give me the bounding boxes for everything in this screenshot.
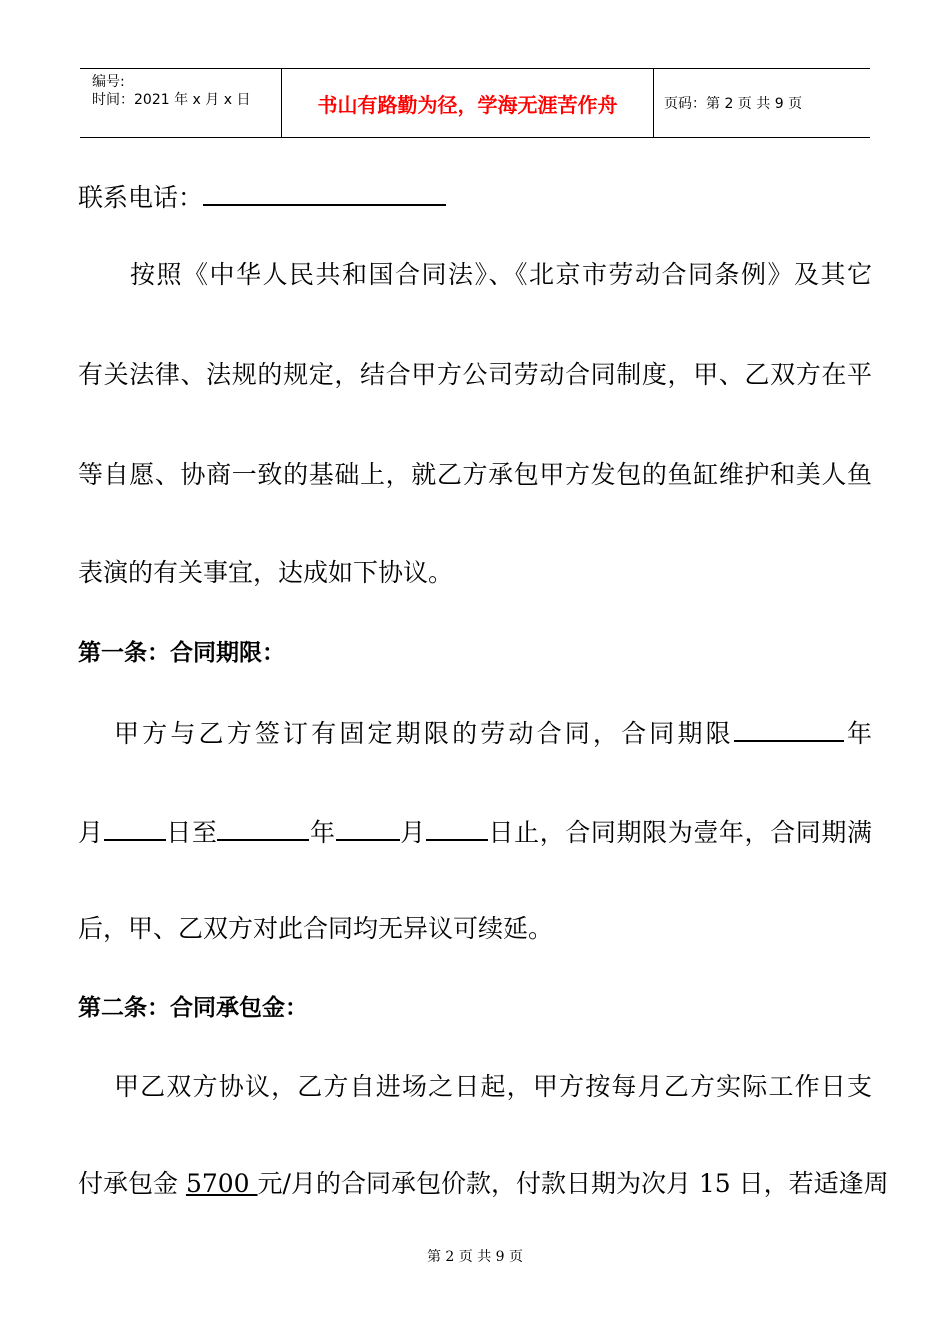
article-2-text-b: 元/月的合同承包价款，付款日期为次月 15 日，若适逢周 — [257, 1169, 889, 1198]
fee-amount: 5700 — [185, 1169, 258, 1198]
page-footer: 第 2 页 共 9 页 — [426, 1249, 524, 1265]
year-unit: 年 — [843, 719, 872, 748]
article-1-line-3: 后，甲、乙双方对此合同均无异议可续延。 — [78, 914, 554, 943]
article-2-line-2 — [78, 1169, 889, 1199]
start-month-blank — [104, 815, 166, 841]
document-date: 时间：2021 年 x 月 x 日 — [92, 92, 251, 108]
years-blank — [734, 716, 844, 742]
month-unit-2: 月 — [399, 818, 426, 847]
article-1-line-1 — [114, 716, 872, 749]
end-day-blank — [426, 815, 488, 841]
article-2-line-1: 甲乙双方协议，乙方自进场之日起，甲方按每月乙方实际工作日支 — [114, 1072, 872, 1101]
header-meta — [80, 69, 282, 137]
phone-label: 联系电话： — [78, 183, 204, 212]
article-2-title: 第二条：合同承包金： — [78, 995, 308, 1021]
year-unit-2: 年 — [309, 818, 336, 847]
page-header — [80, 68, 870, 138]
phone-line — [78, 180, 872, 213]
end-month-blank — [336, 815, 400, 841]
article-1-tail: 日止，合同期限为壹年，合同期满 — [487, 818, 872, 847]
header-page-number: 页码：第 2 页 共 9 页 — [664, 96, 803, 112]
article-1-text: 甲方与乙方签订有固定期限的劳动合同，合同期限 — [114, 719, 734, 748]
intro-line-2: 有关法律、法规的规定，结合甲方公司劳动合同制度，甲、乙双方在平 — [78, 360, 872, 389]
day-to: 日至 — [165, 818, 218, 847]
month-unit: 月 — [78, 818, 104, 847]
article-2-text-a: 付承包金 — [78, 1169, 186, 1198]
intro-line-1: 按照《中华人民共和国合同法》、《北京市劳动合同条例》及其它 — [130, 260, 872, 289]
phone-blank — [203, 180, 446, 206]
article-1-line-2 — [78, 815, 872, 848]
header-motto: 书山有路勤为径，学海无涯苦作舟 — [282, 69, 654, 137]
article-1-title: 第一条：合同期限： — [78, 640, 285, 666]
intro-line-3: 等自愿、协商一致的基础上，就乙方承包甲方发包的鱼缸维护和美人鱼 — [78, 460, 872, 489]
document-number-label: 编号: — [92, 74, 125, 90]
intro-line-4: 表演的有关事宜，达成如下协议。 — [78, 558, 454, 587]
end-year-blank — [217, 815, 309, 841]
